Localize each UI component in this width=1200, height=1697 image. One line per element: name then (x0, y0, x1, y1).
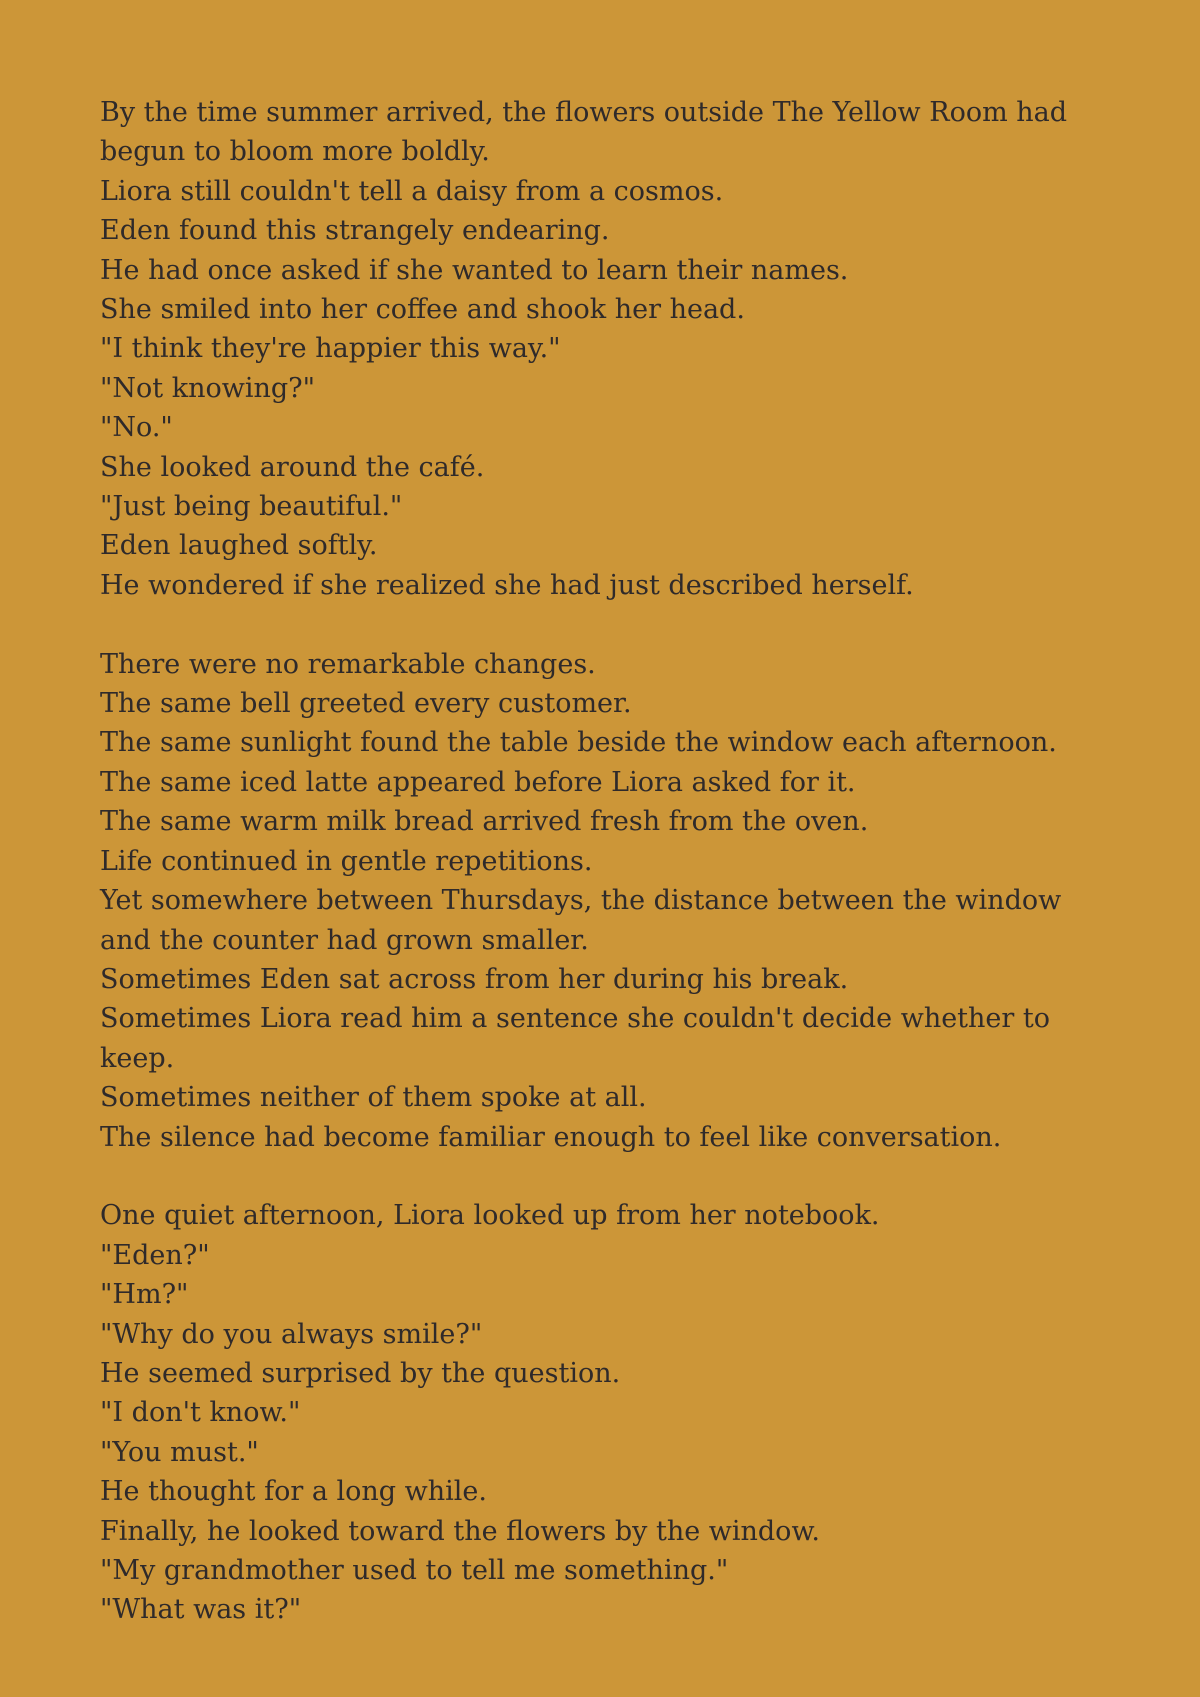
text-line: One quiet afternoon, Liora looked up from her notebook. (100, 1200, 880, 1232)
text-line: Eden laughed softly. (100, 530, 378, 562)
text-line: "Not knowing?" (100, 372, 316, 404)
text-line: She smiled into her coffee and shook her head. (100, 294, 745, 326)
text-line: "I think they're happier this way." (100, 333, 561, 365)
text-line: Eden found this strangely endearing. (100, 215, 610, 247)
text-line: She looked around the café. (100, 451, 485, 483)
text-line: He thought for a long while. (100, 1476, 487, 1508)
text-line: He wondered if she realized she had just described herself. (100, 569, 914, 601)
text-line: The same bell greeted every customer. (100, 688, 632, 720)
paragraph-2 (100, 645, 1110, 1157)
document-page (100, 93, 1110, 1630)
text-line: "Eden?" (100, 1239, 210, 1271)
text-line: There were no remarkable changes. (100, 648, 596, 680)
text-line: "You must." (100, 1436, 259, 1468)
text-line: Life continued in gentle repetitions. (100, 845, 593, 877)
paragraph-3 (100, 1196, 1110, 1629)
text-line: "Just being beautiful." (100, 491, 403, 523)
text-line: He had once asked if she wanted to learn their names. (100, 254, 849, 286)
text-line: The same sunlight found the table beside the window each afternoon. (100, 727, 1057, 759)
text-line: Liora still couldn't tell a daisy from a cosmos. (100, 175, 724, 207)
text-line: "I don't know." (100, 1397, 301, 1429)
text-line: "Hm?" (100, 1279, 189, 1311)
paragraph-1 (100, 93, 1110, 605)
text-line: begun to bloom more boldly. (100, 136, 490, 168)
text-line: Yet somewhere between Thursdays, the distance between the window (100, 885, 1062, 917)
text-line: Finally, he looked toward the flowers by the window. (100, 1515, 820, 1547)
text-line: By the time summer arrived, the flowers outside The Yellow Room had (100, 97, 1068, 128)
text-line: Sometimes Liora read him a sentence she couldn't decide whether to (100, 1003, 1050, 1035)
text-line: Sometimes Eden sat across from her during his break. (100, 963, 849, 995)
text-line: "Why do you always smile?" (100, 1318, 483, 1350)
text-line: He seemed surprised by the question. (100, 1357, 621, 1389)
text-line: keep. (100, 1042, 175, 1074)
text-line: "My grandmother used to tell me something." (100, 1555, 729, 1586)
text-line: "No." (100, 412, 173, 444)
text-line: The silence had become familiar enough to feel like conversation. (100, 1121, 1002, 1153)
text-line: and the counter had grown smaller. (100, 924, 589, 956)
text-line: Sometimes neither of them spoke at all. (100, 1082, 647, 1114)
text-line: "What was it?" (100, 1594, 302, 1626)
text-line: The same warm milk bread arrived fresh from the oven. (100, 806, 869, 838)
text-line: The same iced latte appeared before Liora asked for it. (100, 766, 856, 798)
